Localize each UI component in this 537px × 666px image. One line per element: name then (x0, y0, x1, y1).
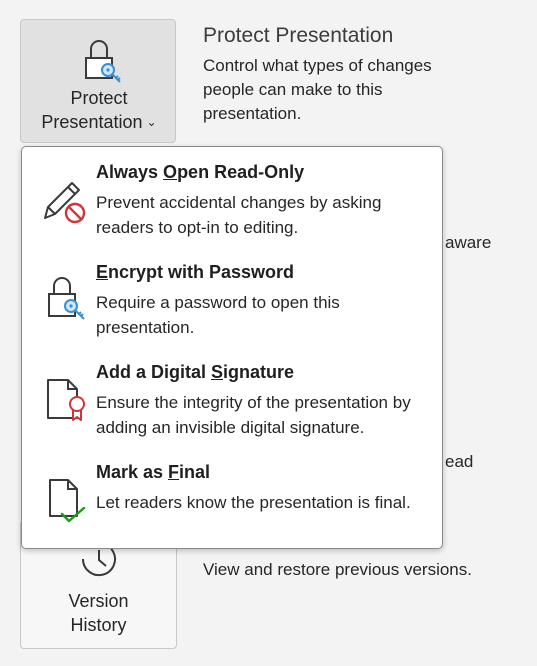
mnemonic-letter: S (211, 362, 224, 382)
protect-presentation-menu (21, 146, 443, 549)
section-description: Control what types of changes people can make to this presentation. (203, 56, 432, 123)
title-part: Add a Digital (96, 362, 212, 382)
version-history-description: View and restore previous versions. (203, 560, 472, 579)
menu-item-title (96, 360, 294, 384)
chevron-down-icon: ⌄ (146, 115, 157, 129)
section-title: Protect Presentation (203, 24, 394, 47)
version-label-line2: History (70, 615, 127, 635)
menu-item-title (96, 460, 210, 484)
mnemonic-letter: O (163, 162, 178, 182)
mnemonic-letter: F (168, 462, 180, 482)
menu-item-description: Let readers know the presentation is final. (96, 493, 411, 512)
background-text-fragment: ead (445, 452, 474, 471)
menu-item-always-open-read-only[interactable] (22, 148, 442, 248)
menu-item-title (96, 260, 294, 284)
document-checkmark-icon (42, 474, 90, 524)
title-part: Mark as (96, 462, 169, 482)
lock-key-icon (81, 38, 125, 86)
menu-item-mark-as-final[interactable] (22, 448, 442, 548)
mnemonic-letter: E (96, 262, 109, 282)
menu-item-description: Require a password to open this presentation. (96, 293, 340, 337)
protect-label-line2: Presentation (41, 112, 143, 132)
version-history-label (21, 589, 176, 637)
menu-item-add-digital-signature[interactable] (22, 348, 442, 448)
background-text-fragment: aware (445, 233, 492, 252)
protect-label-line1: Protect (70, 88, 128, 108)
menu-item-description: Ensure the integrity of the presentation by adding an invisible digital signature. (96, 393, 411, 437)
title-part: pen Read-Only (177, 162, 305, 182)
title-part: ignature (223, 362, 295, 382)
title-part: Always (96, 162, 164, 182)
version-label-line1: Version (68, 591, 129, 611)
title-part: ncrypt with Password (108, 262, 295, 282)
protect-presentation-label (21, 86, 177, 134)
protect-label-line2-row (21, 110, 177, 134)
title-part: inal (179, 462, 211, 482)
lock-key-icon (42, 274, 90, 324)
menu-item-encrypt-with-password[interactable] (22, 248, 442, 348)
protect-presentation-button[interactable] (20, 19, 176, 143)
menu-item-description: Prevent accidental changes by asking readers to opt-in to editing. (96, 193, 382, 237)
pencil-prohibited-icon (42, 174, 90, 224)
document-ribbon-icon (42, 374, 90, 424)
menu-item-title (96, 160, 304, 184)
